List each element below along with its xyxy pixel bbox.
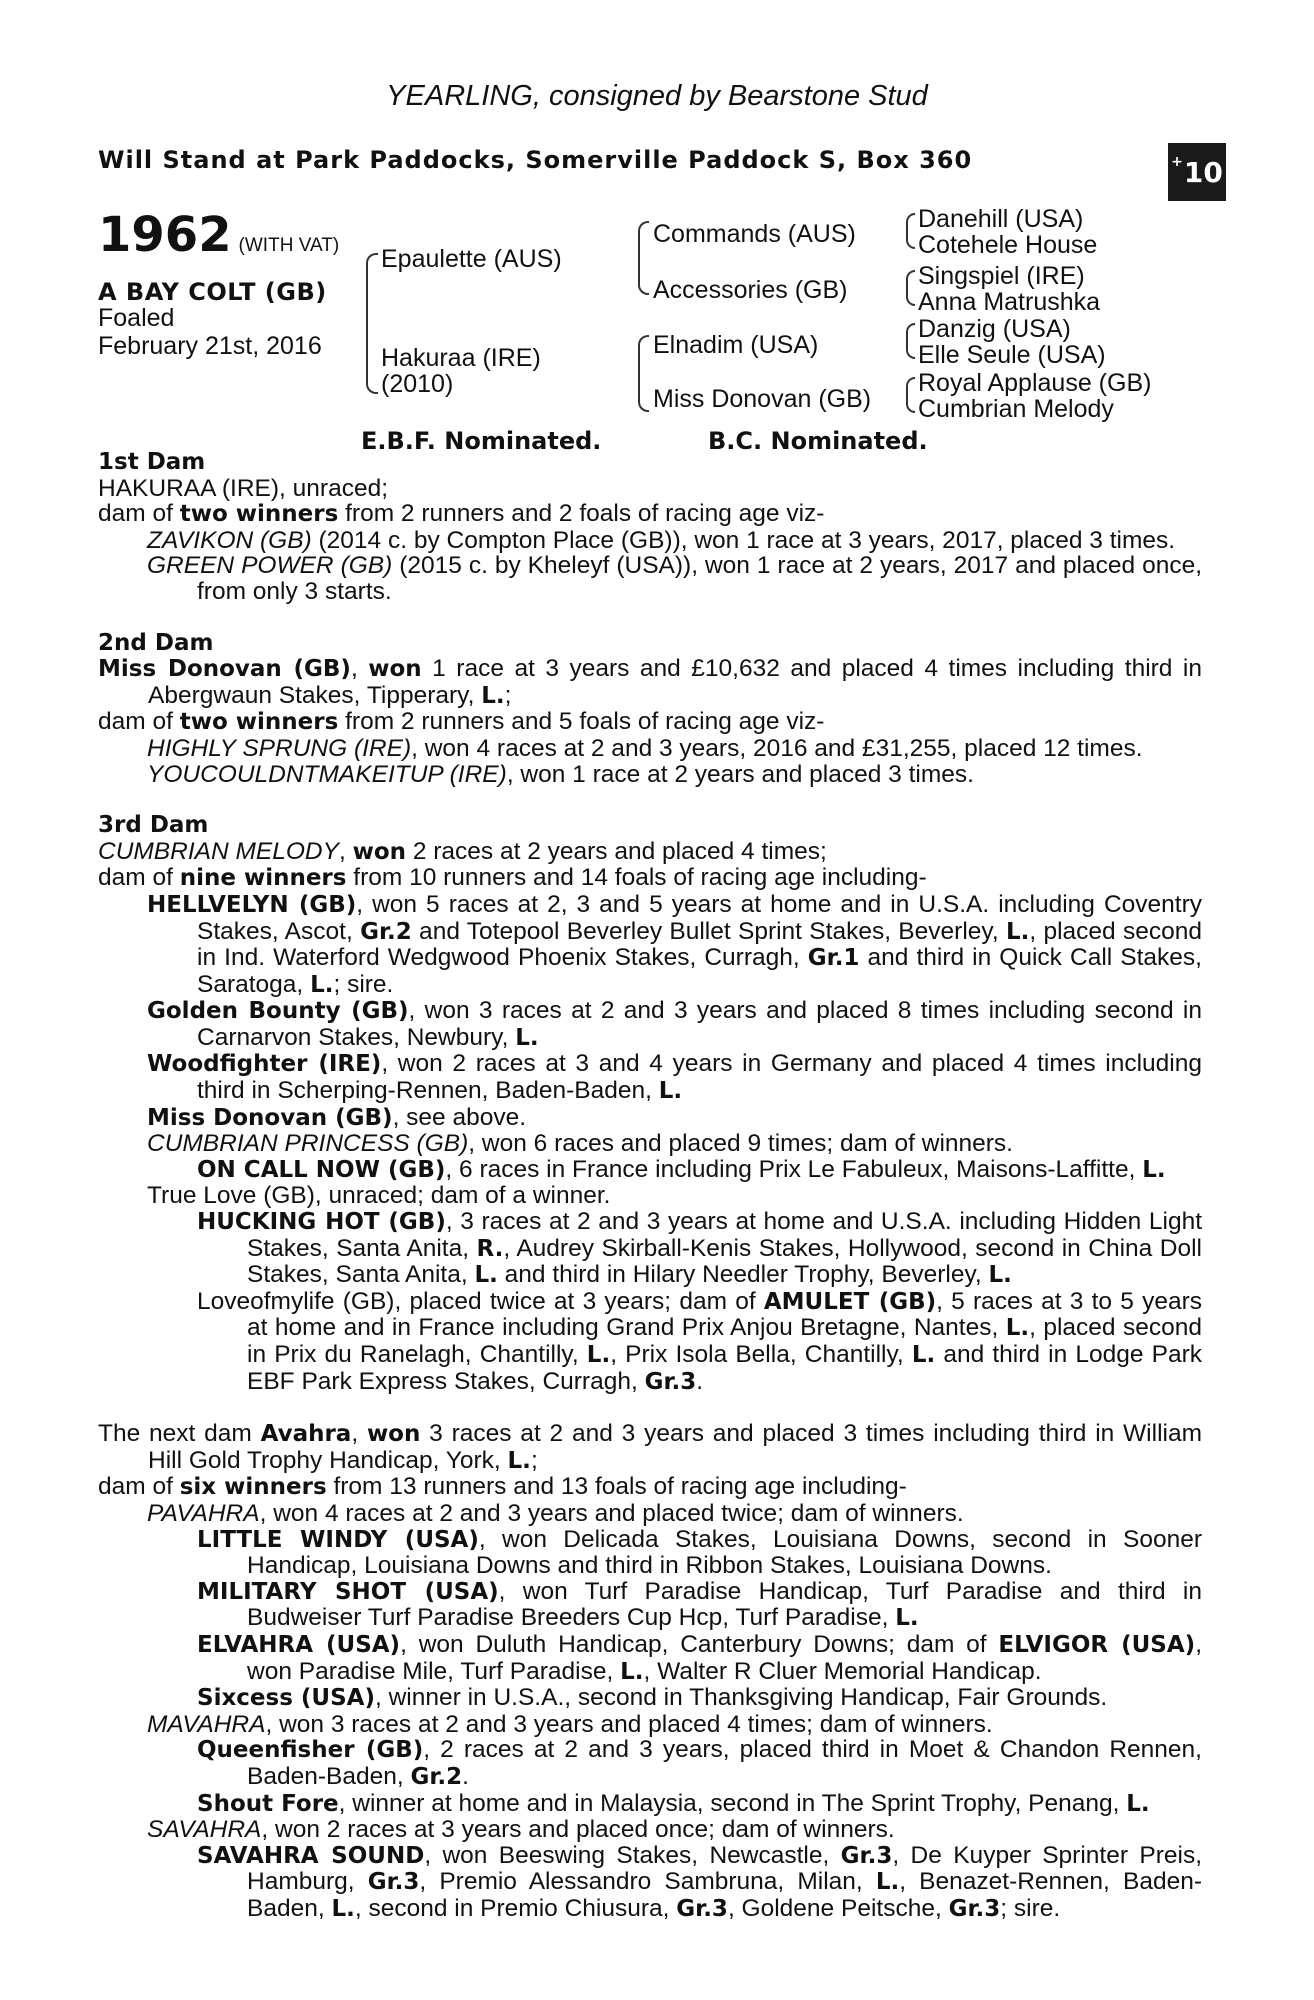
- foal-military-shot: MILITARY SHOT (USA), won Turf Paradise Handicap, Turf Paradise and third in Budweiser Turf Paradise Breeders Cup Hcp, Turf Paradise, L.: [197, 1577, 1202, 1632]
- foaled-info: [98, 304, 322, 360]
- foal-shout-fore: Shout Fore, winner at home and in Malaysia, second in The Sprint Trophy, Penang, L.: [197, 1789, 1150, 1817]
- first-dam-heading: 1st Dam: [98, 449, 206, 475]
- lot-description: A BAY COLT (GB): [98, 278, 327, 306]
- foaled-date: February 21st, 2016: [98, 332, 322, 360]
- foal-queenfisher: Queenfisher (GB), 2 races at 2 and 3 years, placed third in Moet & Chandon Rennen, Baden-Baden, Gr.2.: [197, 1736, 1202, 1790]
- foal-savahra: SAVAHRA, won 2 races at 3 years and placed once; dam of winners.: [147, 1816, 895, 1844]
- foal-loveofmylife: Loveofmylife (GB), placed twice at 3 years; dam of AMULET (GB), 5 races at 3 to 5 years at home and in France including Grand Prix Anjou Bretagne, Nantes, L., placed second in Prix du Ranelagh, Chantilly, L., Prix Isola Bella, Chantilly, L. and third in Lodge Park EBF Park Express Stakes, Curragh, Gr.3.: [197, 1287, 1202, 1395]
- dam-sire-name: Elnadim (USA): [653, 331, 819, 359]
- pedigree-brace-dam: [638, 335, 649, 412]
- next-dam-produce-line: dam of six winners from 13 runners and 13 foals of racing age including-: [98, 1473, 907, 1501]
- pedigree-brace-g12: [906, 213, 915, 249]
- bc-nominated: B.C. Nominated.: [708, 427, 928, 455]
- grandsire-3: Singspiel (IRE): [918, 262, 1085, 290]
- foal-true-love: True Love (GB), unraced; dam of a winner.: [147, 1182, 611, 1210]
- next-dam-record: The next dam Avahra, won 3 races at 2 and 3 years and placed 3 times including third in William Hill Gold Trophy Handicap, York, L.;: [98, 1420, 1202, 1474]
- first-dam-foal-green-power: GREEN POWER (GB) (2015 c. by Kheleyf (USA)), won 1 race at 2 years, 2017 and placed once, from only 3 starts.: [147, 552, 1202, 605]
- foal-cumbrian-princess: CUMBRIAN PRINCESS (GB), won 6 races and placed 9 times; dam of winners.: [147, 1130, 1013, 1158]
- pedigree-brace-g34: [906, 270, 915, 306]
- badge-plus-symbol: +: [1171, 154, 1183, 170]
- lot-number: 1962: [98, 207, 232, 263]
- badge-number: 10: [1183, 155, 1223, 189]
- second-dam-foal-youcouldnt: YOUCOULDNTMAKEITUP (IRE), won 1 race at 2 years and placed 3 times.: [147, 760, 974, 788]
- first-dam-produce-line: dam of two winners from 2 runners and 2 foals of racing age viz-: [98, 500, 825, 528]
- foaled-label: Foaled: [98, 304, 175, 332]
- foal-pavahra: PAVAHRA, won 4 races at 2 and 3 years and placed twice; dam of winners.: [147, 1499, 964, 1527]
- pedigree-text: [98, 450, 1202, 1922]
- foal-on-call-now: ON CALL NOW (GB), 6 races in France including Prix Le Fabuleux, Maisons-Laffitte, L.: [197, 1155, 1166, 1183]
- second-dam-heading: 2nd Dam: [98, 629, 214, 656]
- third-dam-record: CUMBRIAN MELODY, won 2 races at 2 years and placed 4 times;: [98, 837, 827, 865]
- lot-number-line: [98, 207, 339, 263]
- foal-sixcess: Sixcess (USA), winner in U.S.A., second in Thanksgiving Handicap, Fair Grounds.: [197, 1684, 1108, 1712]
- sire-name: Epaulette (AUS): [381, 245, 562, 273]
- foal-elvahra: ELVAHRA (USA), won Duluth Handicap, Canterbury Downs; dam of ELVIGOR (USA), won Paradise Mile, Turf Paradise, L., Walter R Cluer Memorial Handicap.: [197, 1630, 1202, 1685]
- pedigree-brace-sire: [638, 221, 649, 295]
- third-dam-heading: 3rd Dam: [98, 812, 209, 839]
- grandsire-8: Cumbrian Melody: [918, 395, 1114, 423]
- grandsire-1: Danehill (USA): [918, 205, 1084, 233]
- dam-name: Hakuraa (IRE): [381, 344, 541, 372]
- stabling-location: Will Stand at Park Paddocks, Somerville Paddock S, Box 360: [98, 146, 973, 174]
- foal-mavahra: MAVAHRA, won 3 races at 2 and 3 years and placed 4 times; dam of winners.: [147, 1710, 993, 1738]
- grandsire-4: Anna Matrushka: [918, 288, 1101, 316]
- second-dam-record: Miss Donovan (GB), won 1 race at 3 years and £10,632 and placed 4 times including third in Abergwaun Stakes, Tipperary, L.;: [98, 655, 1202, 709]
- dam-dam-name: Miss Donovan (GB): [653, 385, 872, 413]
- pedigree-brace-g56: [906, 323, 915, 359]
- dam-year: (2010): [381, 370, 454, 398]
- first-dam-foal-zavikon: ZAVIKON (GB) (2014 c. by Compton Place (GB)), won 1 race at 3 years, 2017, placed 3 times.: [147, 526, 1176, 554]
- section-gap: [98, 605, 1202, 631]
- sire-sire-name: Commands (AUS): [653, 220, 856, 248]
- foal-little-windy: LITTLE WINDY (USA), won Delicada Stakes, Louisiana Downs, second in Sooner Handicap, Louisiana Downs and third in Ribbon Stakes, Louisiana Downs.: [197, 1525, 1202, 1580]
- grandsire-5: Danzig (USA): [918, 315, 1071, 343]
- second-dam-foal-highly-sprung: HIGHLY SPRUNG (IRE), won 4 races at 2 and 3 years, 2016 and £31,255, placed 12 times.: [147, 734, 1143, 762]
- foal-hellvelyn: HELLVELYN (GB), won 5 races at 2, 3 and 5 years at home and in U.S.A. including Coventry Stakes, Ascot, Gr.2 and Totepool Beverley Bullet Sprint Stakes, Beverley, L., placed second in Ind. Waterford Wedgwood Phoenix Stakes, Curragh, Gr.1 and third in Quick Call Stakes, Saratoga, L.; sire.: [147, 890, 1202, 998]
- ebf-nominated: E.B.F. Nominated.: [361, 427, 602, 455]
- foal-savahra-sound: SAVAHRA SOUND, won Beeswing Stakes, Newcastle, Gr.3, De Kuyper Sprinter Preis, Hamburg, Gr.3, Premio Alessandro Sambruna, Milan, L., Benazet-Rennen, Baden-Baden, L., second in Premio Chiusura, Gr.3, Goldene Peitsche, Gr.3; sire.: [197, 1841, 1202, 1922]
- section-gap: [98, 1395, 1202, 1421]
- grandsire-2: Cotehele House: [918, 231, 1098, 259]
- first-dam-line: HAKURAA (IRE), unraced;: [98, 474, 389, 502]
- foal-miss-donovan: Miss Donovan (GB), see above.: [147, 1103, 527, 1131]
- second-dam-produce-line: dam of two winners from 2 runners and 5 foals of racing age viz-: [98, 708, 825, 736]
- sire-dam-name: Accessories (GB): [653, 276, 848, 304]
- pedigree-brace-g78: [906, 377, 915, 413]
- foal-woodfighter: Woodfighter (IRE), won 2 races at 3 and 4 years in Germany and placed 4 times including third in Scherping-Rennen, Baden-Baden, L.: [147, 1050, 1203, 1105]
- pedigree-brace-main: [366, 253, 378, 394]
- foal-hucking-hot: HUCKING HOT (GB), 3 races at 2 and 3 years at home and U.S.A. including Hidden Light Stakes, Santa Anita, R., Audrey Skirball-Kenis Stakes, Hollywood, second in China Doll Stakes, Santa Anita, L. and third in Hilary Needler Trophy, Beverley, L.: [197, 1208, 1203, 1289]
- grandsire-6: Elle Seule (USA): [918, 341, 1106, 369]
- page-header-title: YEARLING, consigned by Bearstone Stud: [386, 80, 928, 112]
- third-dam-produce-line: dam of nine winners from 10 runners and 14 foals of racing age including-: [98, 864, 927, 892]
- page-badge: [1168, 143, 1226, 201]
- foal-golden-bounty: Golden Bounty (GB), won 3 races at 2 and 3 years and placed 8 times including second in Carnarvon Stakes, Newbury, L.: [147, 997, 1202, 1051]
- vat-note: (WITH VAT): [238, 235, 340, 256]
- grandsire-7: Royal Applause (GB): [918, 369, 1152, 397]
- section-gap: [98, 787, 1202, 813]
